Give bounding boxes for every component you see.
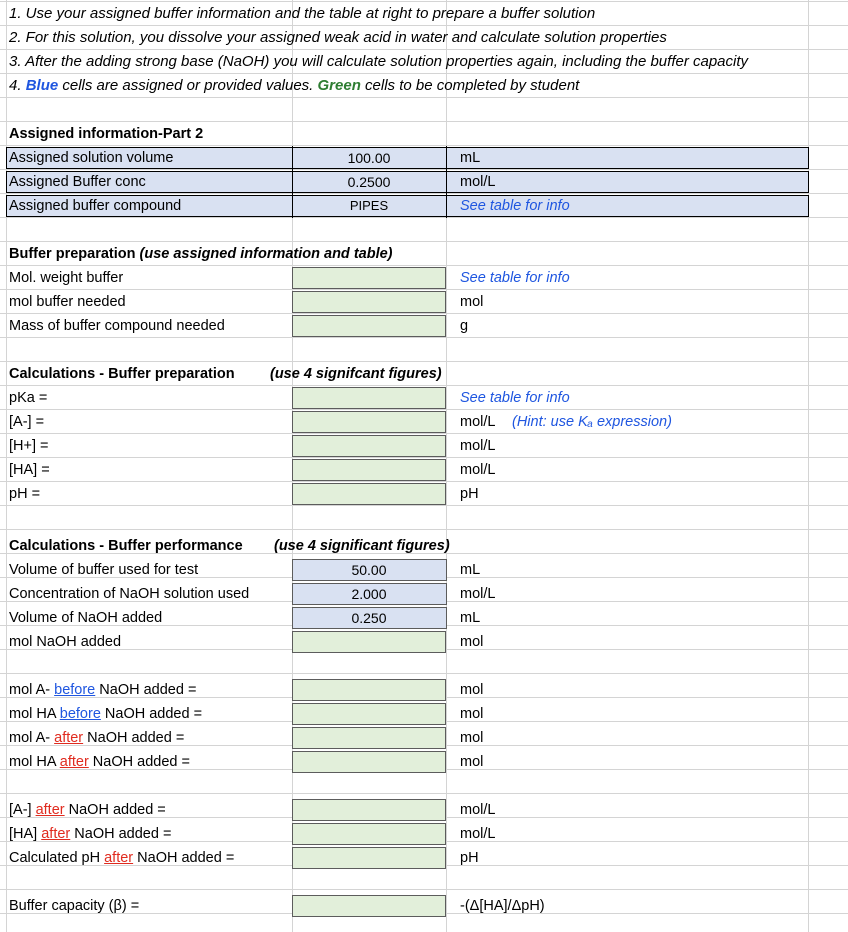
calc-prep-label: [H+] = [9, 438, 49, 454]
green-word: Green [317, 77, 361, 94]
capacity-unit: -(Δ[HA]/ΔpH) [460, 898, 545, 914]
calc-perf-unit: mol/L [460, 586, 496, 602]
moles-label [9, 726, 184, 750]
student-input-cell[interactable] [292, 435, 446, 457]
moles-label [9, 702, 202, 726]
instruction-middle: cells are assigned or provided values. [58, 77, 318, 94]
prep-row[interactable] [0, 290, 848, 314]
concs-row[interactable] [0, 846, 848, 870]
assigned-unit: mol/L [460, 174, 496, 190]
see-table-link[interactable]: See table for info [460, 270, 570, 286]
calc-prep-label: pH = [9, 486, 41, 502]
label-pre: [A-] [9, 802, 36, 818]
after-word: after [104, 850, 134, 866]
student-input-cell[interactable] [292, 291, 446, 313]
student-input-cell[interactable] [292, 411, 446, 433]
moles-unit: mol [460, 706, 484, 722]
section-header-row [0, 242, 848, 266]
section-header-row [0, 362, 848, 386]
cell-divider [446, 146, 447, 170]
student-input-cell[interactable] [292, 823, 446, 845]
label-pre: mol A- [9, 730, 55, 746]
provided-value[interactable]: 2.000 [351, 586, 387, 602]
instruction-row [0, 2, 848, 26]
calc-prep-row[interactable] [0, 482, 848, 506]
label-post: NaOH added = [100, 706, 203, 722]
see-table-link[interactable]: See table for info [460, 198, 570, 214]
calc-perf-header: Calculations - Buffer performance [9, 538, 243, 554]
student-input-cell[interactable] [292, 483, 446, 505]
instruction-text: 3. After the adding strong base (NaOH) you will calculate solution properties again, including the buffer capacity [9, 53, 749, 70]
before-word: before [59, 706, 101, 722]
calc-perf-row[interactable] [0, 558, 848, 582]
student-input-cell[interactable] [292, 387, 446, 409]
concs-unit: pH [460, 850, 479, 866]
assigned-header: Assigned information-Part 2 [9, 126, 204, 142]
label-post: NaOH added = [64, 802, 166, 818]
prep-unit: g [460, 318, 469, 334]
student-input-cell[interactable] [292, 727, 446, 749]
student-input-cell[interactable] [292, 315, 446, 337]
assigned-row[interactable] [0, 194, 848, 218]
calc-prep-unit: mol/L [460, 438, 496, 454]
moles-label [9, 750, 190, 774]
prep-header-italic: (use assigned information and table) [139, 246, 393, 262]
concs-label [9, 798, 166, 822]
student-input-cell[interactable] [292, 847, 446, 869]
label-pre: Calculated pH [9, 850, 105, 866]
assigned-label: Assigned solution volume [9, 150, 174, 166]
concs-unit: mol/L [460, 802, 496, 818]
prep-label: Mol. weight buffer [9, 270, 124, 286]
assigned-label: Assigned buffer compound [9, 198, 182, 214]
concs-row[interactable] [0, 798, 848, 822]
student-input-cell[interactable] [292, 459, 446, 481]
concs-label [9, 822, 171, 846]
assigned-value[interactable]: PIPES [349, 198, 389, 213]
student-input-cell[interactable] [292, 703, 446, 725]
provided-value[interactable]: 50.00 [351, 562, 387, 578]
student-input-cell[interactable] [292, 895, 446, 917]
prep-header-bold: Buffer preparation [9, 246, 140, 262]
calc-perf-header-italic: (use 4 significant figures) [274, 538, 450, 554]
prep-label: mol buffer needed [9, 294, 126, 310]
concs-unit: mol/L [460, 826, 496, 842]
prep-row[interactable] [0, 314, 848, 338]
calc-prep-header: Calculations - Buffer preparation [9, 366, 235, 382]
instruction-prefix: 4. [9, 77, 26, 94]
moles-row[interactable] [0, 678, 848, 702]
concs-row[interactable] [0, 822, 848, 846]
calc-perf-label: mol NaOH added [9, 634, 122, 650]
calc-prep-label: pKa = [9, 390, 48, 406]
calc-prep-label: [HA] = [9, 462, 50, 478]
instruction-suffix: cells to be completed by student [360, 77, 580, 94]
label-pre: [HA] [9, 826, 42, 842]
prep-header [9, 242, 393, 266]
calc-prep-unit: pH [460, 486, 479, 502]
cell-divider [446, 194, 447, 218]
student-input-cell[interactable] [292, 679, 446, 701]
capacity-row[interactable] [0, 894, 848, 918]
capacity-label: Buffer capacity (β) = [9, 898, 140, 914]
calc-prep-row[interactable] [0, 458, 848, 482]
calc-perf-row[interactable] [0, 630, 848, 654]
moles-unit: mol [460, 682, 484, 698]
section-header-row [0, 534, 848, 558]
calc-perf-label: Concentration of NaOH solution used [9, 586, 250, 602]
assigned-value[interactable]: 0.2500 [347, 174, 391, 190]
student-input-cell[interactable] [292, 267, 446, 289]
label-post: NaOH added = [88, 754, 190, 770]
assigned-row[interactable] [0, 146, 848, 170]
calc-prep-header-italic: (use 4 signifcant figures) [270, 366, 442, 382]
calc-perf-label: Volume of buffer used for test [9, 562, 199, 578]
moles-label [9, 678, 196, 702]
concs-label [9, 846, 234, 870]
instruction-row [0, 74, 848, 98]
student-input-cell[interactable] [292, 799, 446, 821]
instruction-text: 2. For this solution, you dissolve your assigned weak acid in water and calculate solution properties [9, 29, 667, 46]
calc-prep-row[interactable] [0, 386, 848, 410]
before-word: before [54, 682, 96, 698]
student-input-cell[interactable] [292, 751, 446, 773]
calc-perf-unit: mL [460, 610, 481, 626]
moles-row[interactable] [0, 750, 848, 774]
label-post: NaOH added = [133, 850, 235, 866]
moles-unit: mol [460, 754, 484, 770]
instruction-row [0, 26, 848, 50]
calc-perf-unit: mol [460, 634, 484, 650]
instruction-text: 1. Use your assigned buffer information and the table at right to prepare a buffer solution [9, 5, 596, 22]
provided-value[interactable]: 0.250 [351, 610, 387, 626]
label-post: NaOH added = [83, 730, 185, 746]
prep-label: Mass of buffer compound needed [9, 318, 225, 334]
calc-prep-label: [A-] = [9, 414, 45, 430]
instruction-text [9, 74, 579, 98]
calc-prep-unit: mol/L [460, 462, 496, 478]
see-table-link[interactable]: See table for info [460, 390, 570, 406]
calc-prep-row[interactable] [0, 410, 848, 434]
ka-hint: (Hint: use Kₐ expression) [512, 414, 672, 430]
after-word: after [41, 826, 71, 842]
calc-perf-row[interactable] [0, 582, 848, 606]
label-pre: mol A- [9, 682, 55, 698]
section-header-row [0, 122, 848, 146]
calc-perf-row[interactable] [0, 606, 848, 630]
moles-row[interactable] [0, 702, 848, 726]
after-word: after [59, 754, 89, 770]
assigned-label: Assigned Buffer conc [9, 174, 146, 190]
label-pre: mol HA [9, 706, 60, 722]
calc-prep-unit: mol/L [460, 414, 496, 430]
assigned-value[interactable]: 100.00 [347, 150, 391, 166]
after-word: after [35, 802, 65, 818]
student-input-cell[interactable] [292, 631, 446, 653]
label-post: NaOH added = [70, 826, 172, 842]
assigned-row[interactable] [0, 170, 848, 194]
instruction-row [0, 50, 848, 74]
cell-divider [446, 170, 447, 194]
label-pre: mol HA [9, 754, 60, 770]
prep-row[interactable] [0, 266, 848, 290]
blue-word: Blue [25, 77, 59, 94]
moles-row[interactable] [0, 726, 848, 750]
label-post: NaOH added = [95, 682, 197, 698]
after-word: after [54, 730, 84, 746]
calc-perf-unit: mL [460, 562, 481, 578]
assigned-unit: mL [460, 150, 481, 166]
prep-unit: mol [460, 294, 484, 310]
calc-perf-label: Volume of NaOH added [9, 610, 163, 626]
moles-unit: mol [460, 730, 484, 746]
calc-prep-row[interactable] [0, 434, 848, 458]
